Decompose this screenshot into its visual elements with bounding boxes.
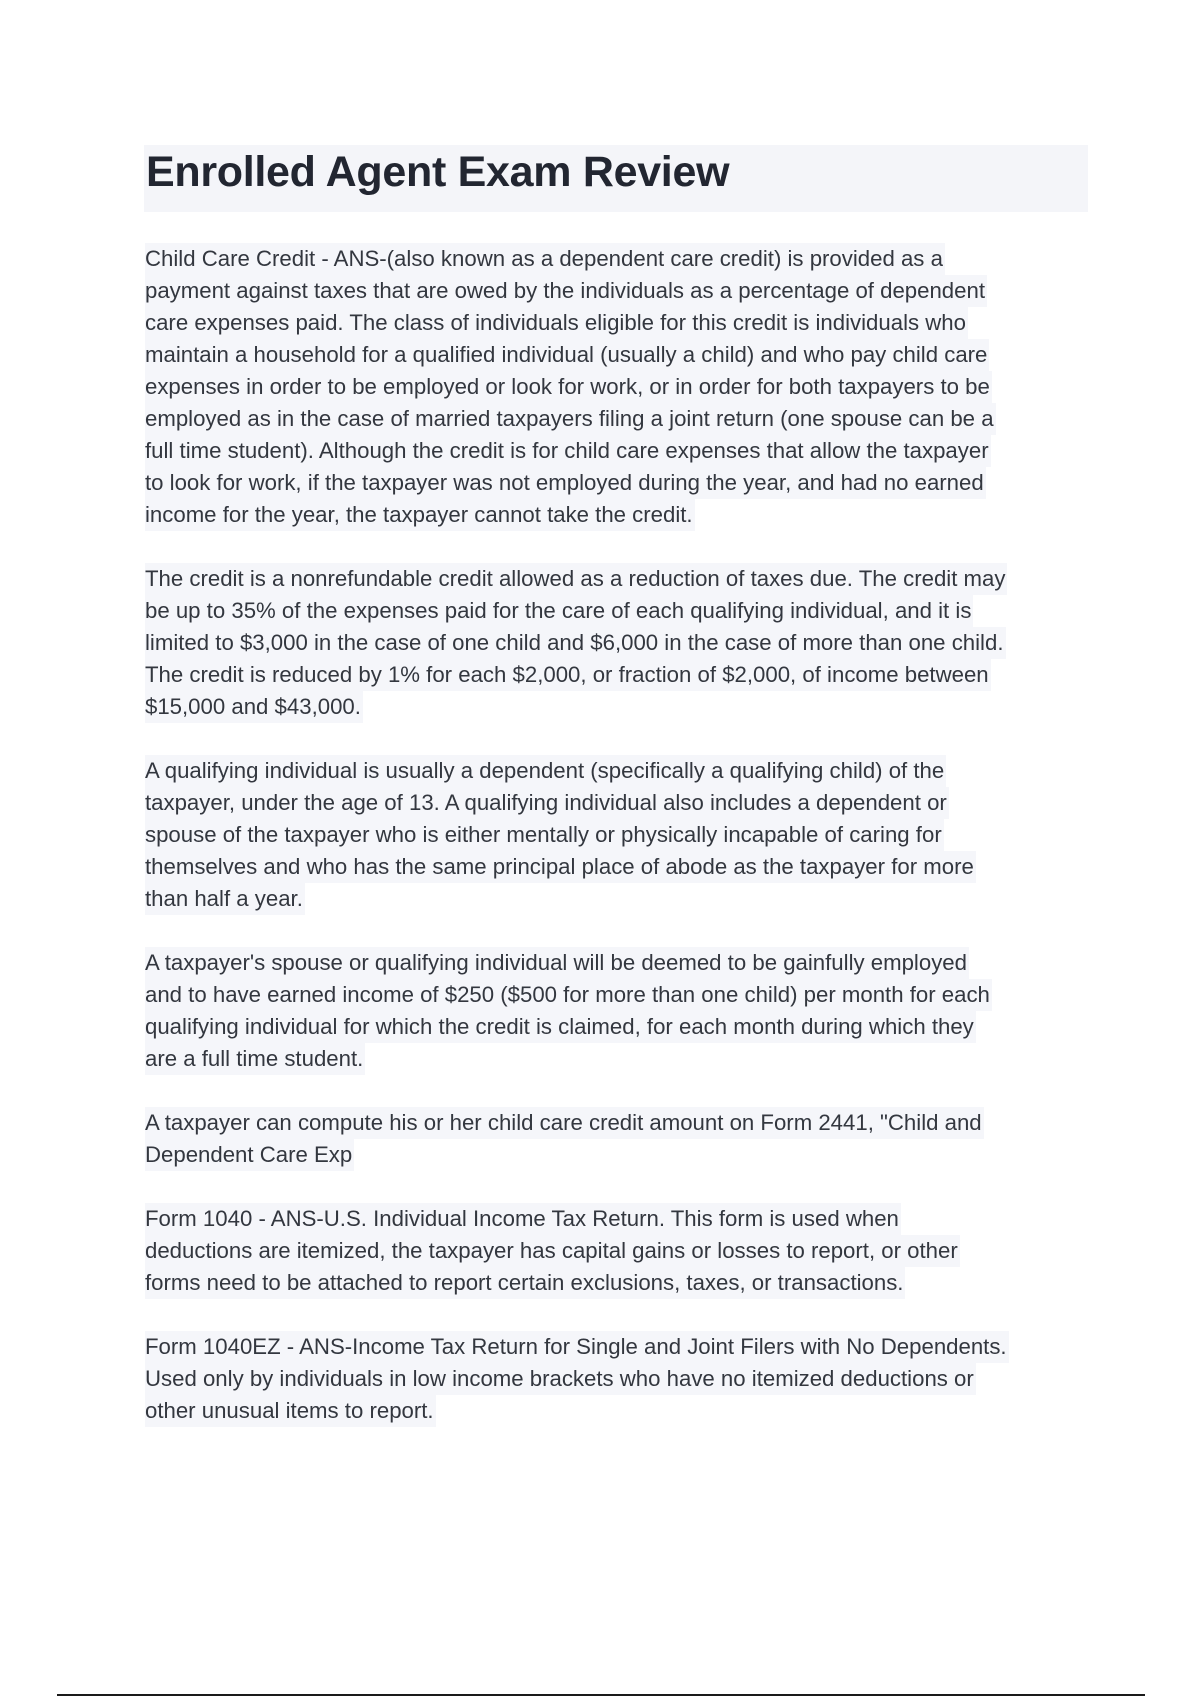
text-line: taxpayer, under the age of 13. A qualifying individual also includes a dependent or [145,787,949,819]
text-line: care expenses paid. The class of individuals eligible for this credit is individuals who [145,307,968,339]
paragraph-deemed-employed [145,947,1090,1075]
text-line: full time student). Although the credit is for child care expenses that allow the taxpayer [145,435,991,467]
text-line: to look for work, if the taxpayer was not employed during the year, and had no earned [145,467,986,499]
paragraph-form-1040ez [145,1331,1090,1427]
text-line: be up to 35% of the expenses paid for the care of each qualifying individual, and it is [145,595,973,627]
text-line: Dependent Care Exp [145,1139,354,1171]
text-line: The credit is reduced by 1% for each $2,000, or fraction of $2,000, of income between [145,659,991,691]
text-line: $15,000 and $43,000. [145,691,363,723]
text-line: A qualifying individual is usually a dependent (specifically a qualifying child) of the [145,755,946,787]
paragraph-child-care-credit [145,243,1090,531]
text-line: are a full time student. [145,1043,365,1075]
text-line: Form 1040EZ - ANS-Income Tax Return for Single and Joint Filers with No Dependents. [145,1331,1009,1363]
text-line: maintain a household for a qualified individual (usually a child) and who pay child care [145,339,989,371]
text-line: other unusual items to report. [145,1395,436,1427]
text-line: spouse of the taxpayer who is either mentally or physically incapable of caring for [145,819,944,851]
text-line: income for the year, the taxpayer cannot take the credit. [145,499,695,531]
text-line: than half a year. [145,883,305,915]
text-line: and to have earned income of $250 ($500 for more than one child) per month for each [145,979,992,1011]
text-line: themselves and who has the same principal place of abode as the taxpayer for more [145,851,976,883]
paragraph-qualifying-individual [145,755,1090,915]
text-line: deductions are itemized, the taxpayer has capital gains or losses to report, or other [145,1235,960,1267]
text-line: employed as in the case of married taxpayers filing a joint return (one spouse can be a [145,403,996,435]
text-line: Child Care Credit - ANS-(also known as a dependent care credit) is provided as a [145,243,945,275]
text-line: expenses in order to be employed or look for work, or in order for both taxpayers to be [145,371,992,403]
text-line: payment against taxes that are owed by the individuals as a percentage of dependent [145,275,987,307]
text-line: forms need to be attached to report certain exclusions, taxes, or transactions. [145,1267,905,1299]
document-title: Enrolled Agent Exam Review [146,148,730,196]
text-line: Used only by individuals in low income brackets who have no itemized deductions or [145,1363,976,1395]
document-body [145,243,1090,1459]
paragraph-nonrefundable-credit [145,563,1090,723]
text-line: A taxpayer can compute his or her child care credit amount on Form 2441, "Child and [145,1107,984,1139]
paragraph-form-1040 [145,1203,1090,1299]
page-bottom-rule [57,1694,1145,1696]
text-line: The credit is a nonrefundable credit allowed as a reduction of taxes due. The credit may [145,563,1007,595]
text-line: A taxpayer's spouse or qualifying individual will be deemed to be gainfully employed [145,947,969,979]
text-line: qualifying individual for which the credit is claimed, for each month during which they [145,1011,976,1043]
text-line: Form 1040 - ANS-U.S. Individual Income Tax Return. This form is used when [145,1203,901,1235]
text-line: limited to $3,000 in the case of one child and $6,000 in the case of more than one child. [145,627,1006,659]
paragraph-form-2441 [145,1107,1090,1171]
